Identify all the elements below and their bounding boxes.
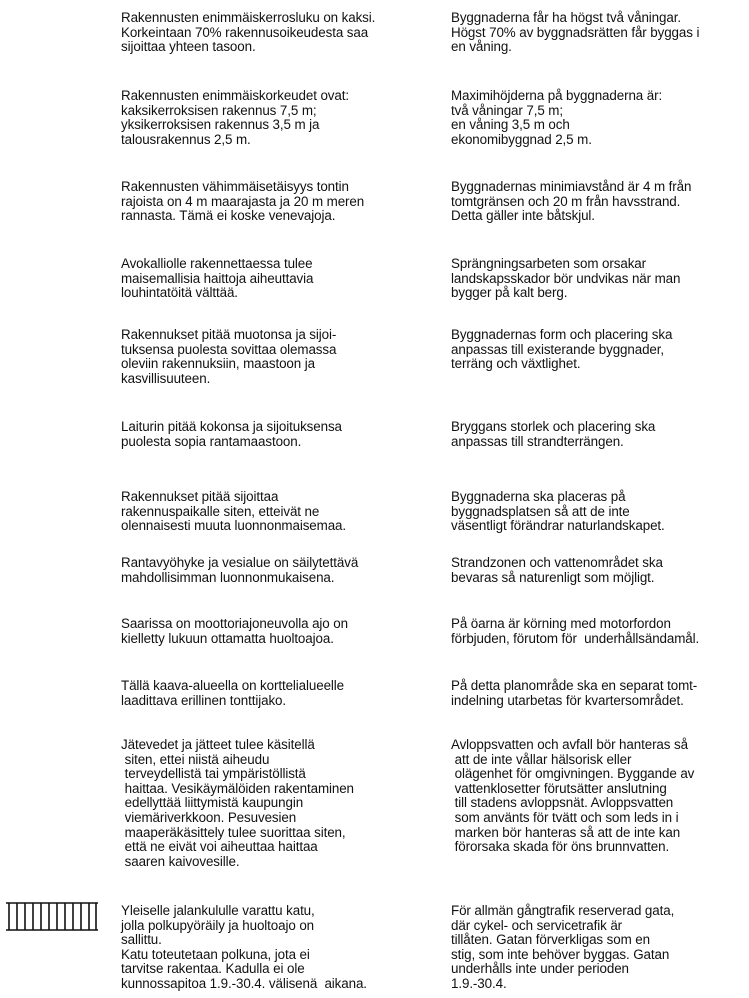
regulation-finnish-6 xyxy=(121,420,426,449)
text-line: Rakennusten enimmäiskerrosluku on kaksi. xyxy=(121,10,376,25)
regulation-swedish-8 xyxy=(451,556,749,585)
text-line: maisemallisia haittoja aiheuttavia xyxy=(121,270,314,286)
text-line: Rakennukset pitää muotonsa ja sijoi- xyxy=(121,327,337,342)
text-line: louhintatöitä välttää. xyxy=(121,285,238,301)
text-line: underhålls inte under perioden xyxy=(451,961,629,977)
text-line: kaksikerroksisen rakennus 7,5 m; xyxy=(121,102,317,118)
regulation-finnish-12 xyxy=(121,904,426,992)
text-line: bevaras så naturenligt som möjligt. xyxy=(451,569,655,585)
text-line: stig, som inte behöver byggas. Gatan xyxy=(451,946,670,962)
text-line: Korkeintaan 70% rakennusoikeudesta saa xyxy=(121,24,369,40)
text-line: siten, ettei niistä aiheudu xyxy=(121,751,270,767)
text-line: yksikerroksisen rakennus 3,5 m ja xyxy=(121,117,320,133)
text-line: että ne eivät voi aiheuttaa haittaa xyxy=(121,839,318,855)
regulation-swedish-12 xyxy=(451,904,749,992)
text-line: Byggnaderna ska placeras på xyxy=(451,489,626,504)
text-line: tarvitse rakentaa. Kadulla ei ole xyxy=(121,961,305,977)
regulation-swedish-1 xyxy=(451,11,749,55)
regulation-swedish-10 xyxy=(451,679,749,708)
text-line: Bryggans storlek och placering ska xyxy=(451,419,656,434)
regulation-finnish-5 xyxy=(121,328,426,386)
regulation-finnish-3 xyxy=(121,180,426,224)
text-line: kasvillisuuteen. xyxy=(121,370,211,386)
text-line: Byggnadernas form och placering ska xyxy=(451,327,673,342)
text-line: terveydellistä tai ympäristöllistä xyxy=(121,766,306,782)
text-line: rajoista on 4 m maarajasta ja 20 m meren xyxy=(121,193,365,209)
regulation-finnish-8 xyxy=(121,556,426,585)
text-line: Jätevedet ja jätteet tulee käsitellä xyxy=(121,737,315,752)
text-line: Maximihöjderna på byggnaderna är: xyxy=(451,88,663,103)
text-line: bygger på kalt berg. xyxy=(451,285,568,301)
text-line: byggnadsplatsen så att de inte xyxy=(451,503,630,519)
regulation-finnish-11 xyxy=(121,738,426,869)
text-line: Avokalliolle rakennettaessa tulee xyxy=(121,256,313,271)
text-line: Strandzonen och vattenområdet ska xyxy=(451,555,663,570)
regulation-finnish-10 xyxy=(121,679,426,708)
text-line: Rakennusten enimmäiskorkeudet ovat: xyxy=(121,88,349,103)
text-line: förbjuden, förutom för underhållsändamål. xyxy=(451,630,700,646)
regulation-swedish-11 xyxy=(451,738,749,855)
text-line: att de inte vållar hälsorisk eller xyxy=(451,751,632,767)
regulation-swedish-6 xyxy=(451,420,749,449)
text-line: kunnossapitoa 1.9.-30.4. välisenä aikana. xyxy=(121,975,367,991)
text-line: edellyttää liittymistä kaupungin xyxy=(121,795,304,811)
regulation-swedish-2 xyxy=(451,89,749,147)
text-line: På öarna är körning med motorfordon xyxy=(451,616,671,631)
text-line: där cykel- och servicetrafik är xyxy=(451,917,623,933)
text-line: Detta gäller inte båtskjul. xyxy=(451,208,595,224)
text-line: På detta planområde ska en separat tomt- xyxy=(451,678,698,693)
text-line: mahdollisimman luonnonmukaisena. xyxy=(121,569,335,585)
text-line: en våning. xyxy=(451,39,512,55)
text-line: landskapsskador bör undvikas när man xyxy=(451,270,681,286)
text-line: Katu toteutetaan polkuna, jota ei xyxy=(121,946,310,962)
text-line: vattenklosetter förutsätter anslutning xyxy=(451,780,667,796)
text-line: Rakennusten vähimmäisetäisyys tontin xyxy=(121,179,349,194)
regulation-finnish-1 xyxy=(121,11,426,55)
text-line: sallittu. xyxy=(121,932,162,948)
text-line: rakennuspaikalle siten, etteivät ne xyxy=(121,503,320,519)
text-line: tuksensa puolesta sovittaa olemassa xyxy=(121,341,337,357)
text-line: Saarissa on moottoriajoneuvolla ajo on xyxy=(121,616,348,631)
text-line: haittaa. Vesikäymälöiden rakentaminen xyxy=(121,780,354,796)
regulation-finnish-9 xyxy=(121,617,426,646)
text-line: en våning 3,5 m och xyxy=(451,117,570,133)
text-line: 1.9.-30.4. xyxy=(451,975,507,991)
text-line: tomtgränsen och 20 m från havsstrand. xyxy=(451,193,681,209)
text-line: Byggnadernas minimiavstånd är 4 m från xyxy=(451,179,692,194)
text-line: Rantavyöhyke ja vesialue on säilytettävä xyxy=(121,555,359,570)
text-line: som använts för tvätt och som leds in i xyxy=(451,809,679,825)
text-line: Avloppsvatten och avfall bör hanteras så xyxy=(451,737,688,752)
text-line: anpassas till strandterrängen. xyxy=(451,433,624,449)
text-line: Högst 70% av byggnadsrätten får byggas i xyxy=(451,24,700,40)
text-line: tillåten. Gatan förverkligas som en xyxy=(451,932,650,948)
regulation-finnish-4 xyxy=(121,257,426,301)
text-line: viemäriverkkoon. Pesuvesien xyxy=(121,809,297,825)
text-line: jolla polkupyöräily ja huoltoajo on xyxy=(121,917,315,933)
text-line: talousrakennus 2,5 m. xyxy=(121,131,251,147)
text-line: puolesta sopia rantamaastoon. xyxy=(121,433,302,449)
text-line: ekonomibyggnad 2,5 m. xyxy=(451,131,592,147)
regulation-finnish-2 xyxy=(121,89,426,147)
regulation-swedish-4 xyxy=(451,257,749,301)
text-line: till stadens avloppsnät. Avloppsvatten xyxy=(451,795,674,811)
text-line: marken bör hanteras så att de inte kan xyxy=(451,824,681,840)
text-line: oleviin rakennuksiin, maastoon ja xyxy=(121,356,315,372)
text-line: maaperäkäsittely tulee suorittaa siten, xyxy=(121,824,346,840)
text-line: saaren kaivovesille. xyxy=(121,853,240,869)
text-line: Rakennukset pitää sijoittaa xyxy=(121,489,279,504)
text-line: Yleiselle jalankululle varattu katu, xyxy=(121,903,315,918)
regulation-swedish-3 xyxy=(451,180,749,224)
text-line: två våningar 7,5 m; xyxy=(451,102,563,118)
text-line: laadittava erillinen tonttijako. xyxy=(121,692,287,708)
text-line: Byggnaderna får ha högst två våningar. xyxy=(451,10,681,25)
text-line: För allmän gångtrafik reserverad gata, xyxy=(451,903,675,918)
text-line: olägenhet för omgivningen. Byggande av xyxy=(451,766,695,782)
text-line: sijoittaa yhteen tasoon. xyxy=(121,39,256,55)
regulation-swedish-9 xyxy=(451,617,749,646)
pedestrian-street-symbol-icon xyxy=(6,902,98,932)
regulation-swedish-7 xyxy=(451,490,749,534)
text-line: Sprängningsarbeten som orsakar xyxy=(451,256,646,271)
text-line: Laiturin pitää kokonsa ja sijoituksensa xyxy=(121,419,342,434)
text-line: anpassas till existerande byggnader, xyxy=(451,341,665,357)
regulation-finnish-7 xyxy=(121,490,426,534)
text-line: rannasta. Tämä ei koske venevajoja. xyxy=(121,208,336,224)
text-line: olennaisesti muuta luonnonmaisemaa. xyxy=(121,518,347,534)
text-line: Tällä kaava-alueella on korttelialueelle xyxy=(121,678,345,693)
text-line: kielletty lukuun ottamatta huoltoajoa. xyxy=(121,630,334,646)
regulation-swedish-5 xyxy=(451,328,749,372)
text-line: indelning utarbetas för kvartersområdet. xyxy=(451,692,684,708)
text-line: väsentligt förändrar naturlandskapet. xyxy=(451,518,665,534)
text-line: terräng och växtlighet. xyxy=(451,356,581,372)
text-line: förorsaka skada för öns brunnvatten. xyxy=(451,839,670,855)
